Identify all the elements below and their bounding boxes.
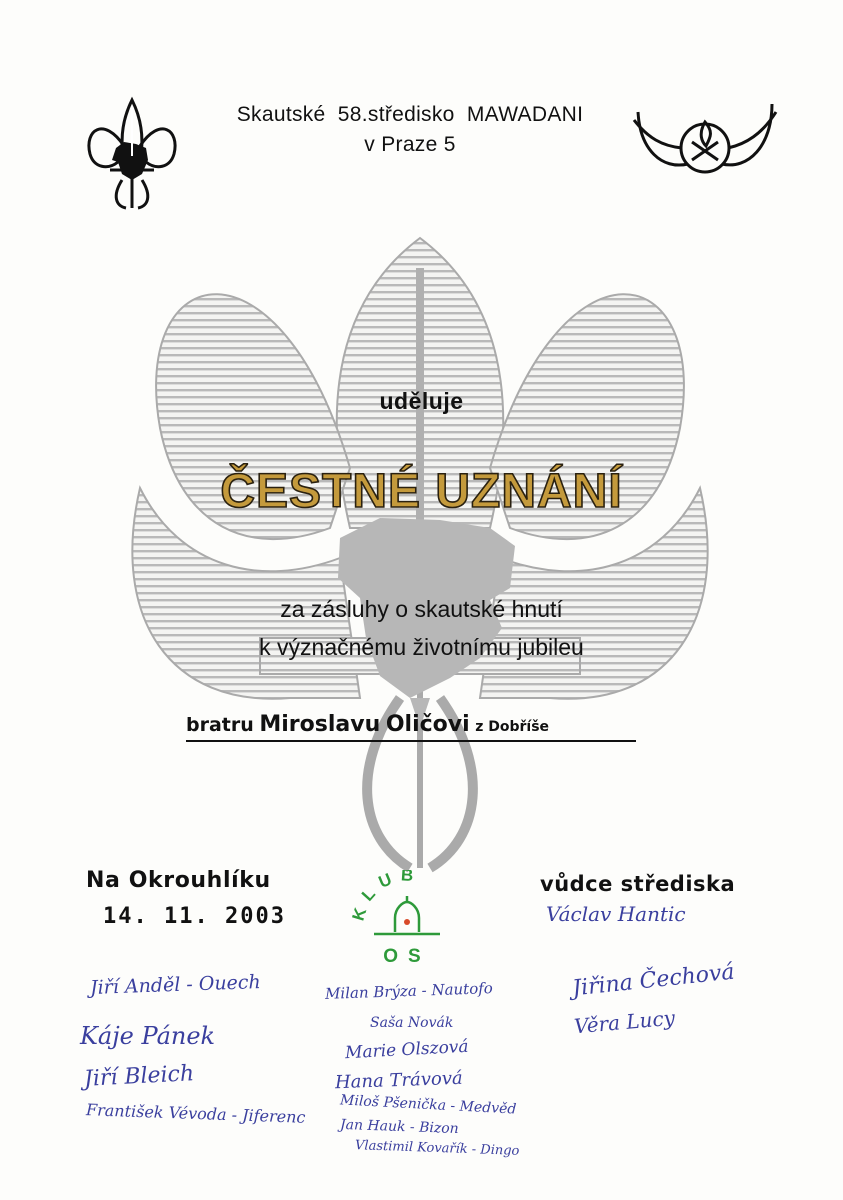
signature-leader: Václav Hantic: [546, 902, 686, 926]
signature: Milan Brýza - Nautofo: [324, 979, 494, 1003]
signature: Hana Trávová: [334, 1067, 464, 1094]
signature: Jiřina Čechová: [571, 959, 736, 1002]
scout-lily-watermark-icon: [110, 228, 730, 893]
organization-location: v Praze 5: [364, 133, 456, 156]
reason-line-1: za zásluhy o skautské hnutí: [280, 596, 563, 622]
recipient-surname: Oličovi: [385, 712, 470, 737]
signature: Jan Hauk - Bizon: [339, 1116, 459, 1138]
award-title: ČESTNÉ UZNÁNÍ: [220, 465, 623, 518]
stamp-bottom-text: OS: [383, 946, 431, 967]
recipient-suffix: z Dobříše: [475, 719, 550, 735]
signature: Jiří Bleich: [83, 1061, 195, 1092]
club-os-stamp: [352, 870, 462, 975]
signature: Jiří Anděl - Ouech: [89, 971, 262, 999]
signature: Saša Novák: [370, 1015, 454, 1031]
recipient-line: [186, 712, 636, 742]
organization-name: Skautské 58.středisko MAWADANI: [236, 103, 584, 126]
signature: Miloš Pšenička - Medvěd: [339, 1092, 517, 1118]
stamp-top-text: LUB: [357, 870, 422, 905]
leader-title: vůdce střediska: [540, 872, 736, 896]
horns-campfire-icon: [630, 98, 780, 193]
svg-text:KLUB: [352, 870, 422, 923]
grants-label: uděluje: [379, 388, 464, 414]
signature: Věra Lucy: [573, 1005, 676, 1039]
signature: Vlastimil Kovařík - Dingo: [354, 1138, 520, 1159]
place-label: Na Okrouhlíku: [86, 868, 271, 893]
award-reason: [0, 590, 843, 666]
signature: Káje Pánek: [80, 1022, 216, 1050]
reason-line-2: k význačnému životnímu jubileu: [259, 634, 584, 660]
recipient-prefix: bratru: [186, 714, 254, 736]
signature: František Vévoda - Jiferenc: [85, 1100, 306, 1127]
scout-lily-wolf-icon: [82, 96, 182, 219]
certificate-header: [190, 100, 630, 160]
signature: Marie Olszová: [344, 1036, 470, 1064]
recipient-name: Miroslavu: [259, 712, 381, 737]
date-label: 14. 11. 2003: [103, 904, 286, 929]
